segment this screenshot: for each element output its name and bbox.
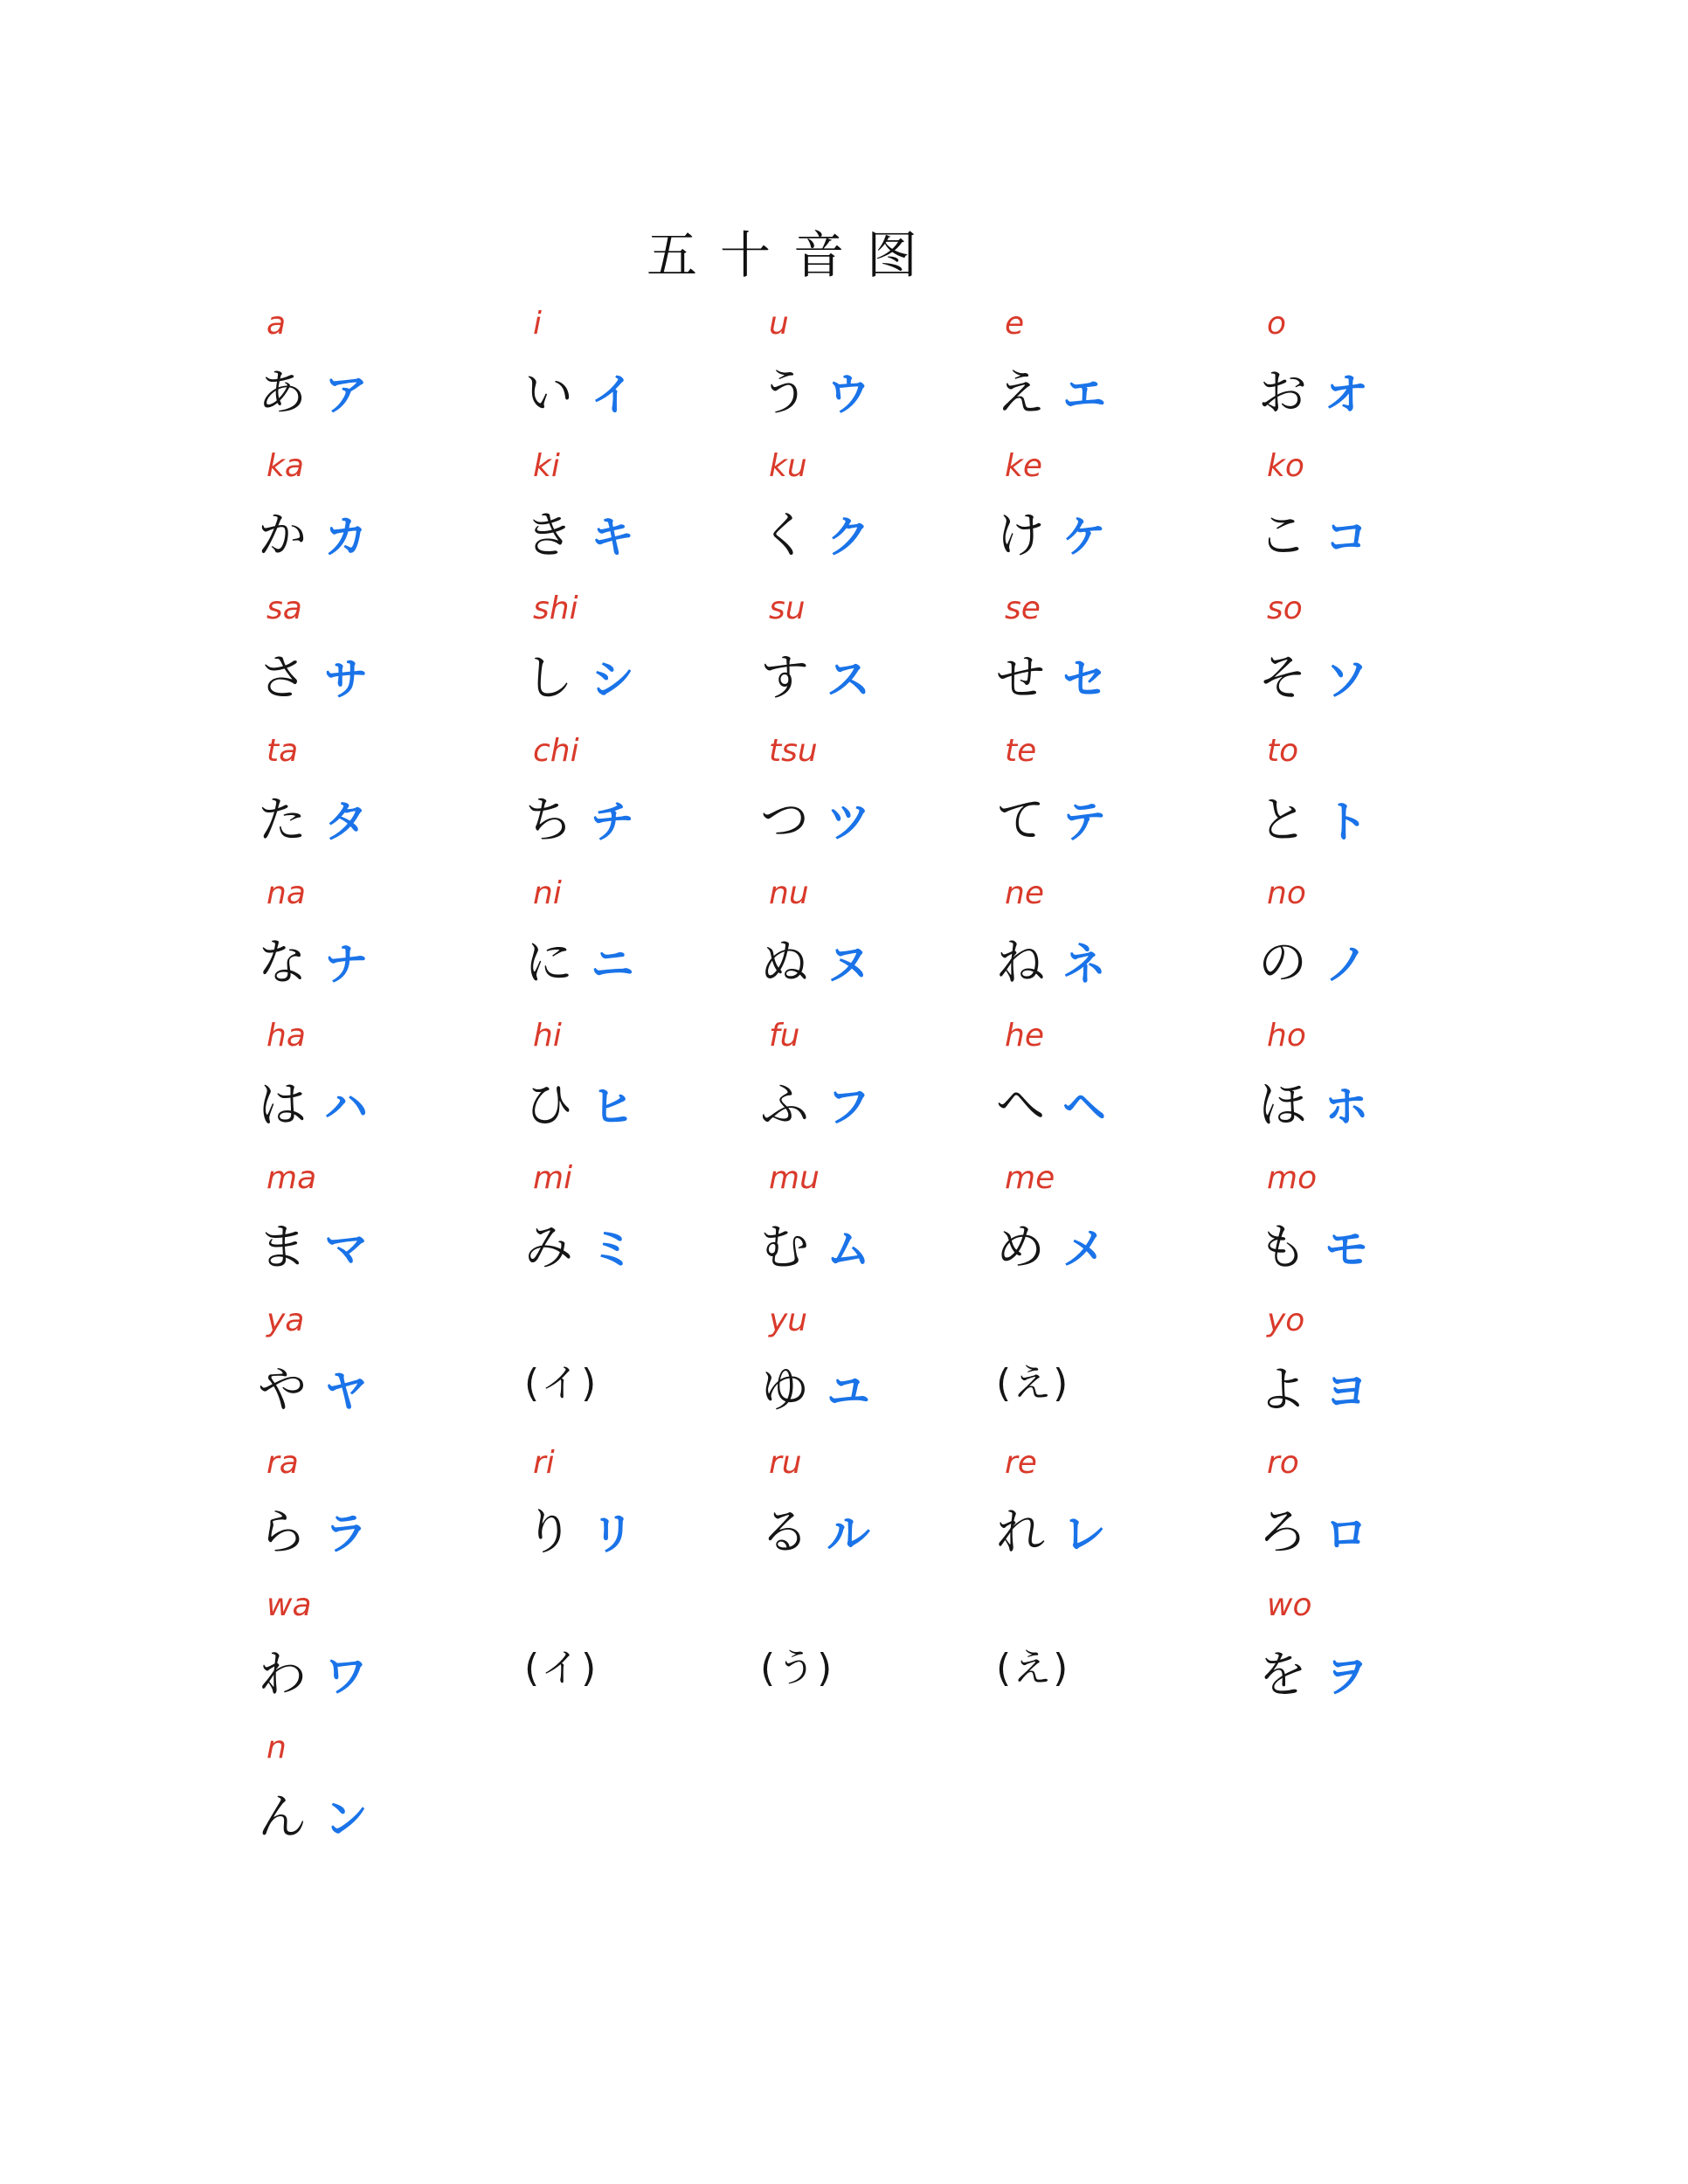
kana-cell bbox=[1258, 1445, 1485, 1585]
kana-pair bbox=[258, 782, 368, 852]
katakana-char: ヤ bbox=[324, 1366, 368, 1417]
romaji-label: me bbox=[1005, 1160, 1055, 1196]
katakana-char: ユ bbox=[827, 1366, 870, 1417]
hiragana-char: る bbox=[760, 1504, 809, 1561]
romaji-label: yo bbox=[1267, 1303, 1305, 1338]
kana-cell bbox=[760, 1587, 987, 1727]
kana-cell bbox=[524, 448, 751, 588]
romaji-label: ni bbox=[533, 875, 562, 911]
romaji-label: no bbox=[1267, 875, 1306, 911]
kana-cell bbox=[996, 306, 1223, 446]
kana-cell bbox=[760, 306, 987, 446]
romaji-label: ya bbox=[266, 1303, 305, 1338]
romaji-label: n bbox=[266, 1730, 287, 1766]
romaji-label: mo bbox=[1267, 1160, 1318, 1196]
kana-pair bbox=[258, 639, 368, 709]
katakana-char: ケ bbox=[1062, 512, 1106, 563]
kana-pair bbox=[996, 1494, 1106, 1564]
romaji-label: yu bbox=[769, 1303, 808, 1338]
hiragana-char: を bbox=[1258, 1647, 1307, 1704]
kana-pair bbox=[258, 1067, 368, 1137]
kana-cell bbox=[760, 733, 987, 873]
katakana-char: イ bbox=[591, 370, 634, 420]
romaji-label: ko bbox=[1267, 448, 1304, 484]
hiragana-char: ほ bbox=[1258, 1077, 1307, 1134]
kana-cell bbox=[996, 591, 1223, 730]
kana-pair bbox=[524, 639, 634, 709]
katakana-char: キ bbox=[591, 512, 634, 563]
kana-pair bbox=[1258, 639, 1368, 709]
hiragana-char: せ bbox=[996, 650, 1045, 707]
kana-pair bbox=[996, 639, 1106, 709]
romaji-label: fu bbox=[769, 1018, 800, 1054]
hiragana-char: て bbox=[996, 792, 1045, 849]
romaji-label: o bbox=[1267, 306, 1287, 342]
kana-pair bbox=[258, 1779, 368, 1849]
hiragana-char: そ bbox=[1258, 650, 1307, 707]
romaji-label: he bbox=[1005, 1018, 1044, 1054]
kana-pair bbox=[760, 782, 870, 852]
romaji-label: hi bbox=[533, 1018, 562, 1054]
kana-cell bbox=[1258, 1018, 1485, 1158]
kana-pair bbox=[1258, 497, 1368, 567]
kana-cell bbox=[996, 1587, 1223, 1727]
romaji-label: ho bbox=[1267, 1018, 1306, 1054]
hiragana-char: え bbox=[996, 365, 1045, 422]
kana-cell bbox=[1258, 733, 1485, 873]
kana-cell bbox=[1258, 875, 1485, 1015]
romaji-label: ro bbox=[1267, 1445, 1299, 1481]
romaji-label: u bbox=[769, 306, 789, 342]
kana-pair bbox=[996, 1067, 1106, 1137]
kana-pair bbox=[996, 1351, 1069, 1407]
romaji-label: so bbox=[1267, 591, 1303, 626]
katakana-char: チ bbox=[591, 797, 634, 847]
kana-cell bbox=[258, 448, 485, 588]
kana-pair bbox=[524, 1636, 598, 1692]
hiragana-char: ち bbox=[524, 792, 573, 849]
katakana-char: ハ bbox=[324, 1082, 368, 1132]
romaji-label: ha bbox=[266, 1018, 306, 1054]
romaji-label: chi bbox=[533, 733, 579, 769]
kana-cell bbox=[996, 733, 1223, 873]
romaji-label: ta bbox=[266, 733, 299, 769]
hiragana-char: ら bbox=[258, 1504, 307, 1561]
kana-pair bbox=[996, 924, 1106, 994]
kana-pair bbox=[996, 497, 1106, 567]
hiragana-char: な bbox=[258, 935, 307, 992]
romaji-label: to bbox=[1267, 733, 1299, 769]
kana-cell bbox=[996, 875, 1223, 1015]
hiragana-char: ま bbox=[258, 1220, 307, 1276]
kana-pair bbox=[760, 1494, 870, 1564]
kana-cell bbox=[258, 1160, 485, 1300]
kana-cell bbox=[996, 1445, 1223, 1585]
romaji-label: ma bbox=[266, 1160, 317, 1196]
katakana-char: ミ bbox=[591, 1224, 634, 1275]
kana-cell bbox=[258, 1445, 485, 1585]
hiragana-char: か bbox=[258, 508, 307, 564]
katakana-char: コ bbox=[1325, 512, 1368, 563]
kana-cell bbox=[258, 875, 485, 1015]
hiragana-char: わ bbox=[258, 1647, 307, 1704]
hiragana-char: い bbox=[524, 365, 573, 422]
kana-pair bbox=[760, 639, 870, 709]
hiragana-char: ん bbox=[258, 1789, 307, 1846]
empty-slot-placeholder: (イ) bbox=[524, 1646, 598, 1690]
kana-cell bbox=[1258, 1303, 1485, 1442]
katakana-char: ヌ bbox=[827, 939, 870, 990]
kana-pair bbox=[1258, 1067, 1368, 1137]
romaji-label: wo bbox=[1267, 1587, 1312, 1623]
kana-cell bbox=[1258, 1160, 1485, 1300]
hiragana-char: ぬ bbox=[760, 935, 809, 992]
kana-cell bbox=[996, 448, 1223, 588]
hiragana-char: た bbox=[258, 792, 307, 849]
romaji-label: ku bbox=[769, 448, 807, 484]
katakana-char: テ bbox=[1062, 797, 1106, 847]
kana-pair bbox=[524, 1494, 634, 1564]
katakana-char: カ bbox=[324, 512, 368, 563]
katakana-char: ヘ bbox=[1062, 1082, 1106, 1132]
hiragana-char: つ bbox=[760, 792, 809, 849]
hiragana-char: り bbox=[524, 1504, 573, 1561]
kana-cell bbox=[996, 1018, 1223, 1158]
empty-slot-placeholder: (え) bbox=[996, 1361, 1070, 1406]
hiragana-char: よ bbox=[1258, 1362, 1307, 1419]
katakana-char: ヒ bbox=[591, 1082, 634, 1132]
kana-pair bbox=[258, 1209, 368, 1279]
kana-pair bbox=[760, 355, 870, 425]
kana-pair bbox=[258, 1351, 368, 1421]
katakana-char: ニ bbox=[591, 939, 634, 990]
katakana-char: ナ bbox=[324, 939, 368, 990]
kana-pair bbox=[760, 1067, 870, 1137]
kana-pair bbox=[524, 1351, 598, 1407]
katakana-char: ア bbox=[324, 370, 368, 420]
empty-slot-placeholder: (え) bbox=[996, 1646, 1070, 1690]
katakana-char: フ bbox=[827, 1082, 870, 1132]
katakana-char: ツ bbox=[827, 797, 870, 847]
romaji-label: i bbox=[533, 306, 543, 342]
katakana-char: ソ bbox=[1325, 654, 1368, 705]
hiragana-char: れ bbox=[996, 1504, 1045, 1561]
kana-pair bbox=[258, 355, 368, 425]
romaji-label: shi bbox=[533, 591, 578, 626]
katakana-char: ノ bbox=[1325, 939, 1368, 990]
katakana-char: オ bbox=[1325, 370, 1368, 420]
hiragana-char: き bbox=[524, 508, 573, 564]
kana-cell bbox=[1258, 591, 1485, 730]
kana-cell bbox=[760, 1445, 987, 1585]
katakana-char: ト bbox=[1325, 797, 1368, 847]
romaji-label: ka bbox=[266, 448, 304, 484]
romaji-label: e bbox=[1005, 306, 1025, 342]
romaji-label: ki bbox=[533, 448, 560, 484]
kana-cell bbox=[524, 875, 751, 1015]
kana-cell bbox=[996, 1160, 1223, 1300]
kana-pair bbox=[760, 1636, 834, 1692]
katakana-char: モ bbox=[1325, 1224, 1368, 1275]
romaji-label: mi bbox=[533, 1160, 573, 1196]
hiragana-char: う bbox=[760, 365, 809, 422]
hiragana-char: ふ bbox=[760, 1077, 809, 1134]
kana-cell bbox=[524, 1160, 751, 1300]
romaji-label: ne bbox=[1005, 875, 1044, 911]
hiragana-char: お bbox=[1258, 365, 1307, 422]
kana-pair bbox=[524, 782, 634, 852]
hiragana-char: ゆ bbox=[760, 1362, 809, 1419]
hiragana-char: さ bbox=[258, 650, 307, 707]
hiragana-char: け bbox=[996, 508, 1045, 564]
katakana-char: ウ bbox=[827, 370, 870, 420]
kana-pair bbox=[996, 1209, 1106, 1279]
kana-pair bbox=[1258, 1636, 1368, 1706]
kana-cell bbox=[524, 591, 751, 730]
kana-pair bbox=[258, 497, 368, 567]
katakana-char: ン bbox=[324, 1794, 368, 1844]
romaji-label: ke bbox=[1005, 448, 1042, 484]
kana-cell bbox=[258, 591, 485, 730]
katakana-char: ス bbox=[827, 654, 870, 705]
hiragana-char: こ bbox=[1258, 508, 1307, 564]
kana-pair bbox=[760, 497, 870, 567]
kana-pair bbox=[524, 497, 634, 567]
hiragana-char: す bbox=[760, 650, 809, 707]
hiragana-char: へ bbox=[996, 1077, 1045, 1134]
romaji-label: ri bbox=[533, 1445, 555, 1481]
katakana-char: ル bbox=[827, 1509, 870, 1559]
katakana-char: ク bbox=[827, 512, 870, 563]
empty-slot-placeholder: (う) bbox=[760, 1646, 834, 1690]
kana-pair bbox=[1258, 1351, 1368, 1421]
kana-cell bbox=[258, 306, 485, 446]
kana-cell bbox=[760, 875, 987, 1015]
kana-cell bbox=[524, 1587, 751, 1727]
romaji-label: tsu bbox=[769, 733, 818, 769]
kana-pair bbox=[760, 1351, 870, 1421]
katakana-char: タ bbox=[324, 797, 368, 847]
katakana-char: レ bbox=[1062, 1509, 1106, 1559]
hiragana-char: く bbox=[760, 508, 809, 564]
kana-pair bbox=[1258, 924, 1368, 994]
kana-cell bbox=[258, 1018, 485, 1158]
kana-pair bbox=[1258, 1494, 1368, 1564]
hiragana-char: あ bbox=[258, 365, 307, 422]
kana-pair bbox=[760, 924, 870, 994]
katakana-char: セ bbox=[1062, 654, 1106, 705]
kana-pair bbox=[996, 782, 1106, 852]
kana-cell bbox=[258, 1587, 485, 1727]
katakana-char: サ bbox=[324, 654, 368, 705]
romaji-label: se bbox=[1005, 591, 1041, 626]
romaji-label: re bbox=[1005, 1445, 1037, 1481]
kana-pair bbox=[258, 924, 368, 994]
kana-pair bbox=[524, 1067, 634, 1137]
kana-cell bbox=[996, 1303, 1223, 1442]
page-title: 五十音图 bbox=[647, 225, 941, 285]
kana-cell bbox=[258, 1730, 485, 1870]
kana-cell bbox=[760, 448, 987, 588]
hiragana-char: ね bbox=[996, 935, 1045, 992]
hiragana-char: や bbox=[258, 1362, 307, 1419]
kana-pair bbox=[524, 355, 634, 425]
romaji-label: mu bbox=[769, 1160, 820, 1196]
katakana-char: エ bbox=[1062, 370, 1106, 420]
katakana-char: ネ bbox=[1062, 939, 1106, 990]
kana-cell bbox=[760, 591, 987, 730]
katakana-char: ラ bbox=[324, 1509, 368, 1559]
kana-cell bbox=[1258, 448, 1485, 588]
kana-pair bbox=[524, 1209, 634, 1279]
katakana-char: ホ bbox=[1325, 1082, 1368, 1132]
romaji-label: na bbox=[266, 875, 306, 911]
hiragana-char: は bbox=[258, 1077, 307, 1134]
kana-pair bbox=[760, 1209, 870, 1279]
romaji-label: ru bbox=[769, 1445, 802, 1481]
kana-pair bbox=[258, 1636, 368, 1706]
hiragana-char: も bbox=[1258, 1220, 1307, 1276]
kana-cell bbox=[524, 1303, 751, 1442]
kana-cell bbox=[258, 733, 485, 873]
kana-cell bbox=[760, 1303, 987, 1442]
kana-cell bbox=[760, 1018, 987, 1158]
hiragana-char: め bbox=[996, 1220, 1045, 1276]
romaji-label: ra bbox=[266, 1445, 299, 1481]
katakana-char: ワ bbox=[324, 1651, 368, 1702]
hiragana-char: む bbox=[760, 1220, 809, 1276]
kana-pair bbox=[1258, 355, 1368, 425]
hiragana-char: ろ bbox=[1258, 1504, 1307, 1561]
katakana-char: リ bbox=[591, 1509, 634, 1559]
katakana-char: シ bbox=[591, 654, 634, 705]
kana-cell bbox=[524, 1445, 751, 1585]
katakana-char: マ bbox=[324, 1224, 368, 1275]
kana-cell bbox=[258, 1303, 485, 1442]
hiragana-char: の bbox=[1258, 935, 1307, 992]
kana-cell bbox=[1258, 306, 1485, 446]
kana-pair bbox=[1258, 782, 1368, 852]
romaji-label: sa bbox=[266, 591, 302, 626]
katakana-char: メ bbox=[1062, 1224, 1106, 1275]
hiragana-char: と bbox=[1258, 792, 1307, 849]
kana-pair bbox=[258, 1494, 368, 1564]
kana-cell bbox=[760, 1160, 987, 1300]
romaji-label: nu bbox=[769, 875, 809, 911]
kana-cell bbox=[1258, 1587, 1485, 1727]
hiragana-char: に bbox=[524, 935, 573, 992]
katakana-char: ヲ bbox=[1325, 1651, 1368, 1702]
romaji-label: te bbox=[1005, 733, 1037, 769]
romaji-label: a bbox=[266, 306, 287, 342]
kana-pair bbox=[996, 1636, 1069, 1692]
katakana-char: ム bbox=[827, 1224, 870, 1275]
katakana-char: ヨ bbox=[1325, 1366, 1368, 1417]
kana-cell bbox=[524, 306, 751, 446]
katakana-char: ロ bbox=[1325, 1509, 1368, 1559]
romaji-label: wa bbox=[266, 1587, 312, 1623]
kana-pair bbox=[996, 355, 1106, 425]
hiragana-char: ひ bbox=[524, 1077, 573, 1134]
kana-cell bbox=[524, 1018, 751, 1158]
hiragana-char: し bbox=[524, 650, 573, 707]
hiragana-char: み bbox=[524, 1220, 573, 1276]
empty-slot-placeholder: (イ) bbox=[524, 1361, 598, 1406]
romaji-label: su bbox=[769, 591, 806, 626]
kana-pair bbox=[524, 924, 634, 994]
kana-cell bbox=[524, 733, 751, 873]
kana-pair bbox=[1258, 1209, 1368, 1279]
